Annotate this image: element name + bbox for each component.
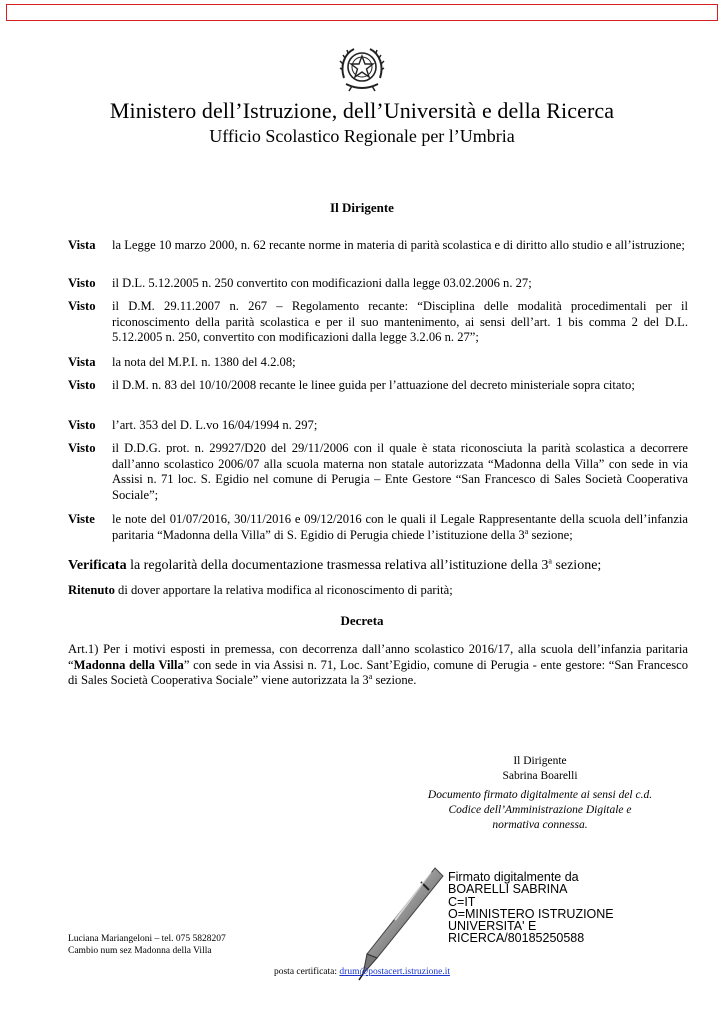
ritenuto-key: Ritenuto [68, 583, 115, 597]
digital-signature-stamp: Firmato digitalmente da BOARELLI SABRINA C=IT O=MINISTERO ISTRUZIONE UNIVERSITA' E RICERCA/80185250588 [448, 870, 614, 946]
ritenuto-line: Ritenuto di dover apportare la relativa modifica al riconoscimento di parità; [68, 583, 453, 597]
vista-text: l’art. 353 del D. L.vo 16/04/1994 n. 297; [112, 418, 318, 432]
vista-item-7 [68, 441, 688, 503]
signature-note: Documento firmato digitalmente ai sensi del c.d. Codice dell’Amministrazione Digitale e normativa connessa. [427, 789, 653, 831]
viste-key: Viste [68, 512, 95, 526]
verificata-key: Verificata [68, 558, 127, 573]
vista-text: la Legge 10 marzo 2000, n. 62 recante norme in materia di parità scolastica e di diritto allo studio e all’istruzione; [112, 238, 685, 252]
viste-item [68, 512, 688, 543]
vista-text: la nota del M.P.I. n. 1380 del 4.2.08; [112, 355, 296, 369]
decreta-heading: Decreta [340, 613, 384, 628]
verificata-line: Verificata la regolarità della documentazione trasmessa relativa all’istituzione della 3$^a$ sezione; [68, 556, 602, 573]
vista-text: il D.M. n. 83 del 10/10/2008 recante le linee guida per l’attuazione del decreto ministeriale sopra citato; [112, 378, 635, 392]
italian-republic-emblem-icon [338, 44, 386, 94]
pec-email-link[interactable]: drum@postacert.istruzione.it [339, 967, 450, 977]
vista-key: Visto [68, 378, 96, 392]
vista-text: il D.M. 29.11.2007 n. 267 – Regolamento recante: “Disciplina delle modalità procedimentali per il riconoscimento della parità scolastica e per il suo mantenimento, ai sensi dell’art. 1 bis comma 2 del D.L. 5.12.2005 n. 250, convertito con modificazioni dalla legge 3.2.06 n. 27”; [112, 299, 688, 344]
ministry-name: Ministero dell’Istruzione, dell’Università e della Ricerca [109, 98, 615, 123]
footer-pec [0, 967, 724, 977]
vista-key: Vista [68, 238, 96, 252]
vista-text: il D.L. 5.12.2005 n. 250 convertito con modificazioni dalla legge 03.02.2006 n. 27; [112, 276, 532, 290]
vista-item-5 [68, 378, 688, 394]
signature-block [400, 754, 680, 784]
vista-item-6 [68, 418, 688, 434]
office-name: Ufficio Scolastico Regionale per l’Umbria [209, 126, 515, 146]
vista-text: il D.D.G. prot. n. 29927/D20 del 29/11/2006 con il quale è stata riconosciuta la parità scolastica a decorrere dall’anno scolastico 2006/07 alla scuola materna non statale autorizzata “Madonna della Villa” con sede in via Assisi n. 71 loc. S. Egidio nel comune di Perugia – Ente Gestore “San Francesco di Sales Società Cooperativa Sociale”; [112, 441, 688, 502]
vista-key: Visto [68, 299, 96, 313]
footer-contact: Luciana Mariangeloni – tel. 075 5828207 Cambio num sez Madonna della Villa [68, 934, 226, 956]
vista-key: Vista [68, 355, 96, 369]
signature-name: Sabrina Boarelli [502, 770, 578, 782]
vista-key: Visto [68, 418, 96, 432]
viste-text: le note del 01/07/2016, 30/11/2016 e 09/12/2016 con le quali il Legale Rappresentante della scuola dell’infanzia paritaria “Madonna della Villa” di S. Egidio di Perugia chiede l’istituzione della 3$^a$ sezione; [112, 512, 688, 542]
document-title: Il Dirigente [330, 200, 394, 215]
vista-key: Visto [68, 276, 96, 290]
article-1: Art.1) Per i motivi esposti in premessa, con decorrenza dall’anno scolastico 2016/17, alla scuola dell’infanzia paritaria “Madonna della Villa” con sede in via Assisi n. 71, Loc. Sant’Egidio, comune di Perugia - ente gestore: “San Francesco di Sales Società Cooperativa Sociale” viene autorizzata la 3$^a$ sezione. [68, 642, 688, 687]
digital-signature-pen-icon [355, 862, 445, 982]
signature-role: Il Dirigente [513, 755, 567, 767]
vista-item-1 [68, 238, 688, 254]
pec-label: posta certificata: [273, 967, 340, 977]
vista-item-3 [68, 299, 688, 346]
vista-item-2 [68, 276, 688, 292]
header-frame [6, 4, 718, 21]
vista-key: Visto [68, 441, 96, 455]
vista-item-4 [68, 355, 688, 371]
